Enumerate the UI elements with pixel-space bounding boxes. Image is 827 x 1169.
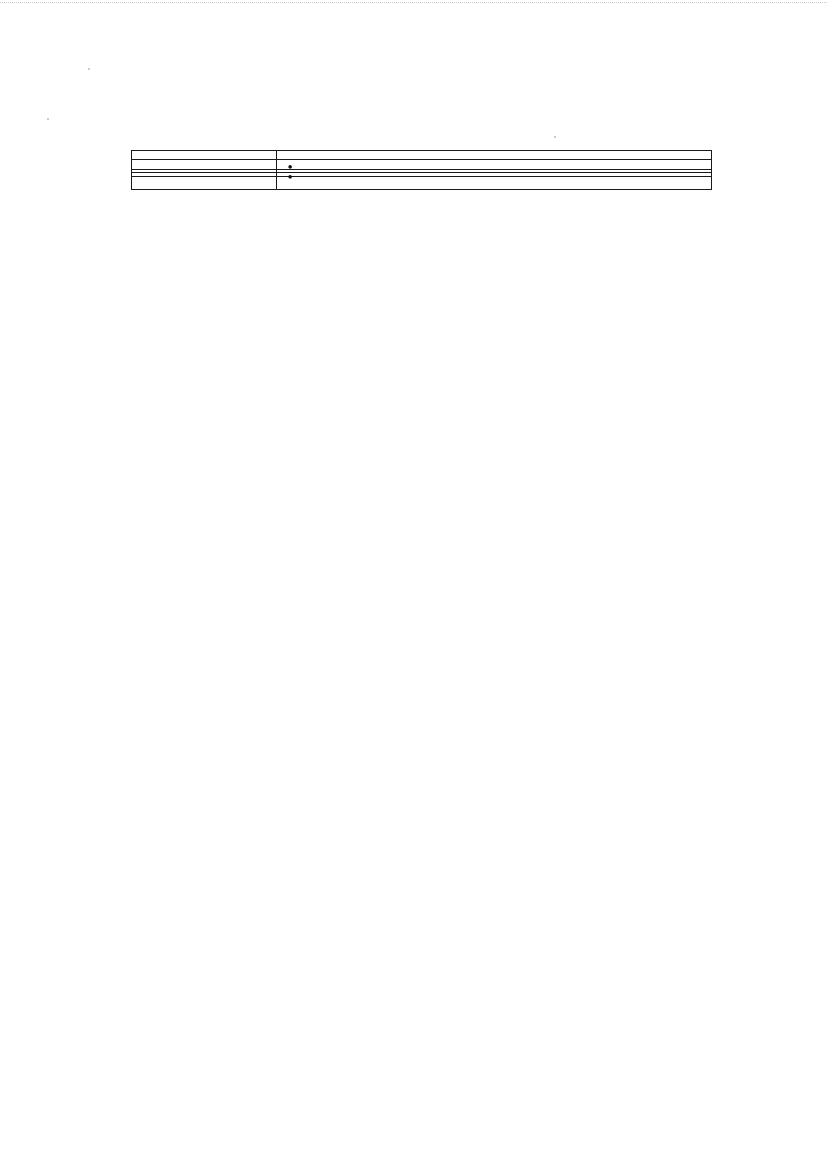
row-content [277,160,712,170]
table-row [132,177,712,190]
row-label [132,160,277,170]
table-row [132,160,712,170]
row-content [277,177,712,190]
row-label [132,177,277,190]
row-label [132,151,277,160]
project-table [131,150,712,190]
table-row [132,151,712,160]
barcode [651,1098,781,1126]
row-content [277,151,712,160]
scan-speck [88,68,90,70]
scan-speck [554,136,556,138]
scan-edge-line [0,2,827,3]
scan-speck [47,118,49,120]
